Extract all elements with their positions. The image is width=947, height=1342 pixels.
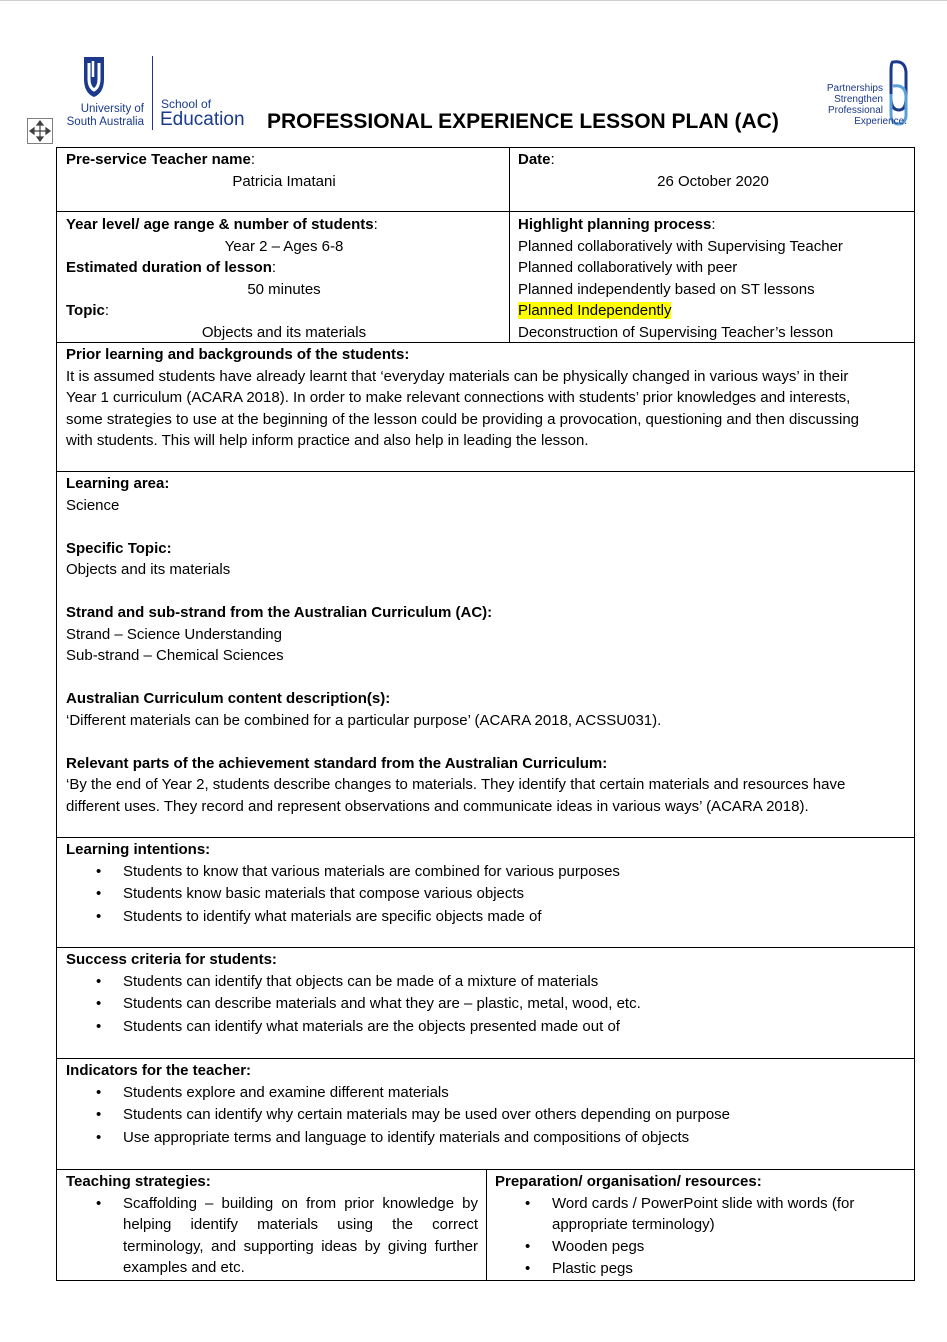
duration-label: Estimated duration of lesson	[66, 259, 272, 276]
teacher-name-cell: Pre-service Teacher name: Patricia Imatani	[66, 149, 502, 192]
list-item: • Students know basic materials that compose various objects	[66, 883, 912, 906]
content-description-label: Australian Curriculum content description(s):	[66, 690, 391, 707]
success-criteria-list	[66, 971, 912, 1039]
resources-cell	[495, 1171, 909, 1280]
class-details-cell: Year level/ age range & number of students: Year 2 – Ages 6-8 Estimated duration of lesson: 50 minutes Topic: Objects and its materials	[66, 214, 502, 343]
duration-value: 50 minutes	[247, 280, 321, 298]
list-item: • Students explore and examine different materials	[66, 1082, 912, 1105]
list-item: • Plastic pegs	[495, 1258, 909, 1280]
specific-topic-value: Objects and its materials	[66, 561, 231, 578]
achievement-standard-label: Relevant parts of the achievement standard from the Australian Curriculum:	[66, 754, 608, 772]
page-top-border	[0, 0, 947, 1]
learning-intentions-label: Learning intentions:	[66, 841, 211, 858]
success-criteria-cell	[66, 949, 912, 1038]
topic-label: Topic	[66, 302, 105, 319]
achievement-standard-line: different uses. They record and represent observations and communicate ideas in various ways’ (ACARA 2018).	[66, 797, 809, 815]
education-label: Education	[160, 109, 245, 130]
list-item: • Students can identify that objects can be made of a mixture of materials	[66, 971, 912, 994]
prior-learning-line: Year 1 curriculum (ACARA 2018). In order to make relevant connections with students’ prior knowledges and interests,	[66, 389, 851, 406]
indicators-cell	[66, 1060, 912, 1149]
indicators-list	[66, 1082, 912, 1150]
prior-learning-line: some strategies to use at the beginning of the lesson could be providing a provocation, questioning and then discussing	[66, 410, 860, 428]
document-title: PROFESSIONAL EXPERIENCE LESSON PLAN (AC)	[267, 110, 779, 133]
table-move-handle-icon[interactable]	[27, 118, 53, 144]
teacher-name-label: Pre-service Teacher name	[66, 151, 251, 168]
date-cell: Date: 26 October 2020	[518, 149, 908, 192]
prior-learning-line: It is assumed students have already learnt that ‘everyday materials can be physically changed in various ways’ in their	[66, 367, 849, 385]
date-label: Date	[518, 151, 551, 168]
learning-area-cell	[66, 473, 912, 817]
list-item: • Students to know that various materials are combined for various purposes	[66, 861, 912, 884]
list-item: • Use appropriate terms and language to identify materials and compositions of objects	[66, 1127, 912, 1150]
resources-label: Preparation/ organisation/ resources:	[495, 1173, 762, 1190]
list-item: • Students can describe materials and what they are – plastic, metal, wood, etc.	[66, 993, 912, 1016]
success-criteria-label: Success criteria for students:	[66, 951, 277, 968]
year-level-label: Year level/ age range & number of students	[66, 216, 374, 233]
substrand-value: Sub-strand – Chemical Sciences	[66, 647, 284, 664]
school-of-label: School of	[161, 97, 212, 111]
list-item: • Word cards / PowerPoint slide with words (for appropriate terminology)	[495, 1193, 909, 1236]
indicators-label: Indicators for the teacher:	[66, 1062, 252, 1079]
university-name: University of South Australia	[66, 103, 144, 128]
learning-area-label: Learning area:	[66, 475, 170, 492]
prior-learning-cell	[66, 344, 912, 452]
learning-intentions-cell	[66, 839, 912, 928]
logo-divider	[152, 56, 153, 130]
list-item: • Scaffolding – building on from prior knowledge by helping identify materials using the correct terminology, and supporting ideas by giving further examples and etc.	[66, 1193, 478, 1279]
prior-learning-label: Prior learning and backgrounds of the students:	[66, 346, 410, 363]
teacher-name-value: Patricia Imatani	[232, 172, 336, 190]
teaching-strategies-cell	[66, 1171, 478, 1279]
list-item: • Wooden pegs	[495, 1236, 909, 1258]
achievement-standard-line: ‘By the end of Year 2, students describe changes to materials. They identify that certain materials and resources have	[66, 776, 846, 793]
date-value: 26 October 2020	[657, 172, 769, 190]
partnerships-text: Partnerships Strengthen Professional Experience.	[826, 83, 907, 127]
planning-option: Planned independently based on ST lessons	[518, 280, 815, 298]
planning-option: Planned collaboratively with peer	[518, 259, 738, 276]
teaching-strategies-list	[66, 1193, 478, 1279]
learning-intentions-list	[66, 861, 912, 929]
year-level-value: Year 2 – Ages 6-8	[224, 237, 344, 255]
planning-option: Deconstruction of Supervising Teacher’s lesson	[518, 323, 834, 341]
prior-learning-line: with students. This will help inform practice and also help in leading the lesson.	[66, 432, 589, 449]
list-item: • Students to identify what materials are specific objects made of	[66, 906, 912, 929]
list-item: • Students can identify what materials are the objects presented made out of	[66, 1016, 912, 1039]
planning-process-cell: Highlight planning process: Planned collaboratively with Supervising Teacher Planned collaboratively with peer Planned independently based on ST lessons Planned Independently Deconstruction of Supervising Teacher’s lesson	[518, 214, 908, 343]
specific-topic-label: Specific Topic:	[66, 539, 172, 557]
resources-list	[495, 1193, 909, 1280]
topic-value: Objects and its materials	[201, 323, 367, 341]
strand-value: Strand – Science Understanding	[66, 625, 282, 643]
teaching-strategies-label: Teaching strategies:	[66, 1173, 211, 1190]
planning-option: Planned collaboratively with Supervising Teacher	[518, 237, 843, 255]
planning-option-selected: Planned Independently	[518, 302, 672, 319]
list-item: • Students can identify why certain materials may be used over others depending on purpose	[66, 1104, 912, 1127]
column-divider	[486, 1169, 487, 1281]
learning-area-value: Science	[66, 496, 120, 514]
content-description-value: ‘Different materials can be combined for a particular purpose’ (ACARA 2018, ACSSU031).	[66, 711, 662, 729]
planning-process-label: Highlight planning process	[518, 216, 712, 233]
strand-label: Strand and sub-strand from the Australian Curriculum (AC):	[66, 604, 493, 621]
